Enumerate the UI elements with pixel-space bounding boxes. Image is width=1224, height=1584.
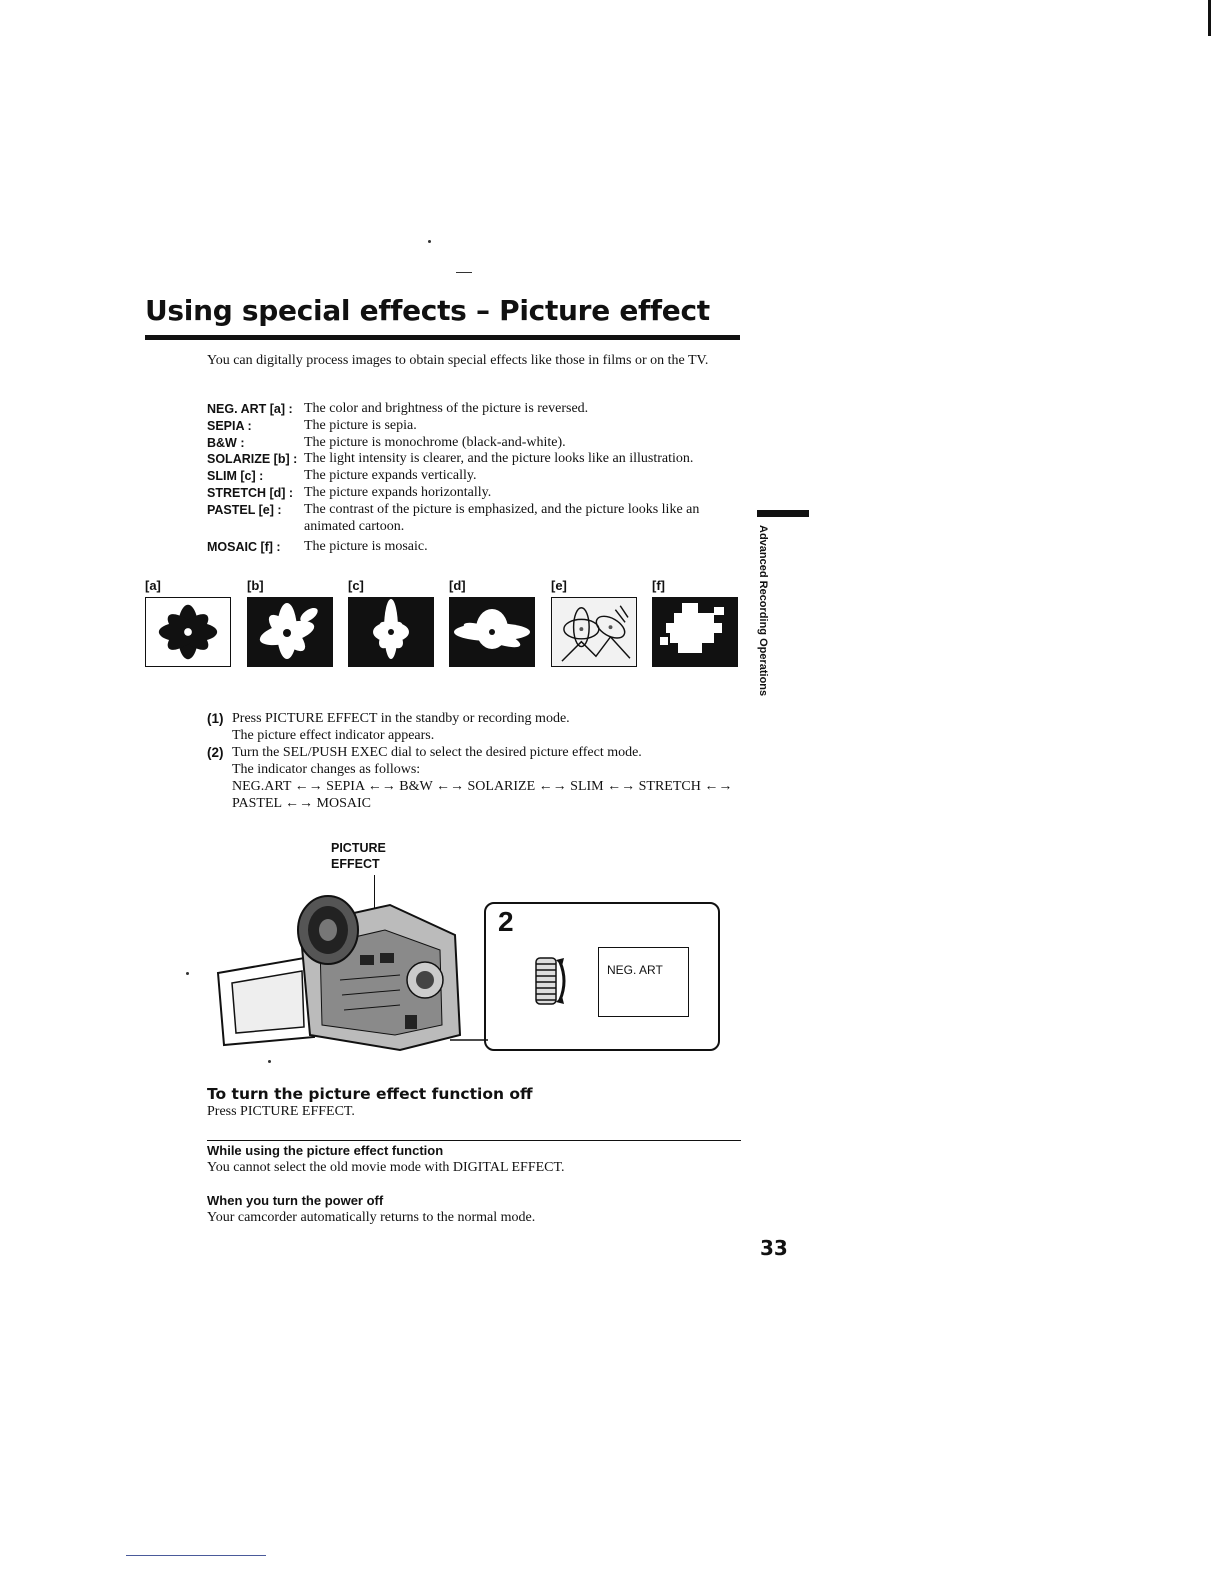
intro-text: You can digitally process images to obtain special effects like those in films or on the TV. (207, 353, 709, 368)
thumb-label-e: [e] (551, 578, 567, 593)
scan-speck (268, 1060, 271, 1063)
effect-desc: The contrast of the picture is emphasized, and the picture looks like an animated cartoon. (304, 501, 700, 534)
step-number: (1) (207, 711, 224, 726)
effect-stretch (207, 485, 747, 502)
effect-desc: The picture is mosaic. (304, 539, 428, 555)
viewfinder-screen (598, 947, 689, 1017)
step-line: Turn the SEL/PUSH EXEC dial to select the desired picture effect mode. (232, 745, 642, 760)
section-tab-text: Advanced Recording Operations (757, 525, 769, 697)
effect-solarize (207, 451, 747, 468)
callout-line-1: PICTURE (331, 841, 386, 855)
note-text: Your camcorder automatically returns to the normal mode. (207, 1210, 536, 1225)
effect-neg-art (207, 401, 747, 418)
effect-bw (207, 435, 747, 452)
picture-effect-callout (331, 840, 411, 872)
page-title: Using special effects – Picture effect (145, 294, 710, 327)
note-title: While using the picture effect function (207, 1143, 444, 1158)
scan-speck (428, 240, 431, 243)
step-line: NEG.ART ←→ SEPIA ←→ B&W ←→ SOLARIZE ←→ SLIM ←→ STRETCH ←→ (232, 779, 733, 794)
thumb-pastel-image (551, 597, 637, 667)
camcorder-illustration (210, 885, 490, 1060)
note-text: You cannot select the old movie mode with DIGITAL EFFECT. (207, 1160, 565, 1175)
callout-line-2: EFFECT (331, 857, 380, 871)
step-line: The picture effect indicator appears. (232, 728, 435, 743)
title-rule (145, 335, 740, 340)
effect-term: SEPIA : (207, 418, 252, 433)
effect-desc: The picture is sepia. (304, 417, 417, 433)
screen-indicator-text: NEG. ART (607, 963, 663, 977)
effect-pastel (207, 502, 747, 536)
thumb-label-c: [c] (348, 578, 364, 593)
effect-term: B&W : (207, 435, 245, 450)
scan-speck (186, 972, 189, 975)
section-tab-label (756, 525, 770, 715)
sel-push-exec-dial-icon (532, 952, 568, 1010)
step-number: (2) (207, 745, 224, 760)
effect-desc: The color and brightness of the picture is reversed. (304, 401, 589, 416)
step-line: Press PICTURE EFFECT in the standby or recording mode. (232, 711, 570, 726)
step-line: PASTEL ←→ MOSAIC (232, 796, 371, 811)
turn-off-heading: To turn the picture effect function off (207, 1085, 533, 1103)
step-2-number: 2 (498, 906, 514, 937)
thumb-slim-image (348, 597, 434, 667)
effect-term: SLIM [c] : (207, 469, 264, 484)
effect-desc: The light intensity is clearer, and the picture looks like an illustration. (304, 451, 694, 467)
thumb-stretch-image (449, 597, 535, 667)
scan-edge-mark (1208, 0, 1211, 36)
thumb-label-f: [f] (652, 578, 665, 593)
effect-term: MOSAIC [f] : (207, 540, 281, 555)
note-title: When you turn the power off (207, 1193, 384, 1208)
effect-term: STRETCH [d] : (207, 485, 294, 500)
step-1 (207, 710, 747, 744)
effect-term: NEG. ART [a] : (207, 402, 293, 416)
turn-off-text: Press PICTURE EFFECT. (207, 1104, 355, 1119)
thumb-solarize-image (247, 597, 333, 667)
scan-speck (456, 272, 472, 273)
thumb-mosaic-image (652, 597, 738, 667)
thumb-label-d: [d] (449, 578, 466, 593)
step-line: The indicator changes as follows: (232, 762, 421, 777)
thumb-label-b: [b] (247, 578, 264, 593)
thumb-neg-art-image (145, 597, 231, 667)
effect-desc: The picture is monochrome (black-and-white). (304, 434, 566, 450)
effect-slim (207, 468, 747, 485)
effect-desc: The picture expands horizontally. (304, 484, 492, 500)
section-tab-marker (757, 510, 809, 517)
effect-desc: The picture expands vertically. (304, 468, 477, 484)
effect-sepia (207, 418, 747, 435)
effect-term: PASTEL [e] : (207, 502, 282, 517)
effects-list (207, 401, 747, 556)
effect-term: SOLARIZE [b] : (207, 452, 298, 467)
page-number: 33 (760, 1236, 788, 1260)
scan-edge-line (126, 1555, 266, 1556)
step-2 (207, 744, 747, 812)
notes-rule (207, 1140, 741, 1141)
thumb-label-a: [a] (145, 578, 161, 593)
steps (207, 710, 747, 812)
effect-mosaic (207, 539, 747, 556)
